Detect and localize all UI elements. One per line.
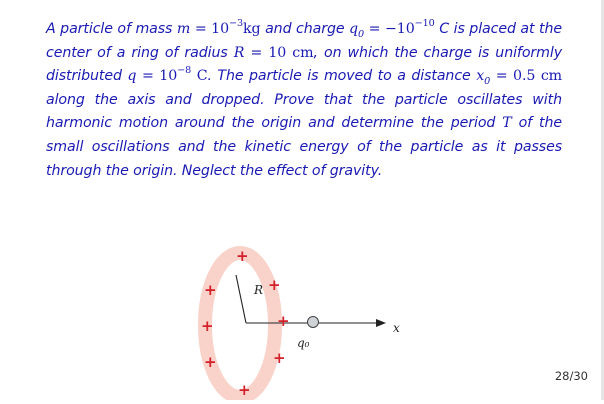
problem-statement [46,18,562,183]
ring-diagram [180,240,440,400]
text-fragment: . The particle is moved to a distance [207,68,477,85]
axis-label: x [393,321,400,335]
math-operator: = − [364,21,397,37]
radius-label: R [254,283,264,297]
distance-value: = 0.5 cm [490,68,563,85]
x-axis-arrowhead [376,319,386,327]
text-fragment: A particle of mass [46,21,177,37]
text-fragment: is placed at the center of a ring of radius [46,21,563,61]
math-operator: = [136,68,160,85]
ring-figure [180,240,440,400]
math-unit: C [191,68,208,85]
math-symbol: x [476,68,485,85]
plus-sign: + [236,247,249,265]
plus-sign: + [277,312,290,330]
charge-label: q₀ [297,336,310,350]
math-exponent: −3 [229,17,244,29]
plus-sign: + [201,317,214,335]
plus-sign: + [204,353,217,371]
math-subscript: 0 [484,76,491,88]
math-symbol: q [127,68,137,85]
text-fragment: along the axis and dropped. Prove that the particle oscillates with harmonic motion around the origin and determine the period [46,91,562,132]
math-subscript: 0 [358,28,365,40]
plus-sign: + [268,276,281,294]
plus-sign: + [204,281,217,299]
math-operator: = [190,21,212,37]
charge-symbol [349,21,365,40]
plus-sign: + [273,349,286,367]
plus-sign: + [238,381,251,399]
charge-value [396,17,435,37]
math-number: 10 [396,21,415,37]
math-exponent: −10 [414,17,435,29]
radius-value: = 10 cm [244,44,314,61]
charged-ring [205,253,275,397]
radius-line [236,275,246,323]
particle-q0 [308,317,319,328]
distance-symbol [476,68,491,88]
math-unit: C [434,21,450,37]
math-symbol: m [176,21,191,37]
math-symbol: T [502,115,512,132]
math-symbol: q [349,21,359,37]
text-fragment: of the small oscillations and the kinetic energy of the particle as it passes through the origin. Neglect the effect of gravity. [46,115,562,179]
mass-value [211,17,261,37]
math-number: 10 [211,21,230,37]
text-fragment: , on which the charge is uniformly distributed [46,44,562,85]
math-number: 10 [159,68,178,85]
math-exponent: −8 [177,65,192,77]
math-unit: kg [243,21,261,37]
text-fragment: and charge [260,21,350,37]
page-number: 28/30 [554,369,588,383]
ring-charge-value [159,65,208,85]
math-symbol: R [233,44,245,61]
